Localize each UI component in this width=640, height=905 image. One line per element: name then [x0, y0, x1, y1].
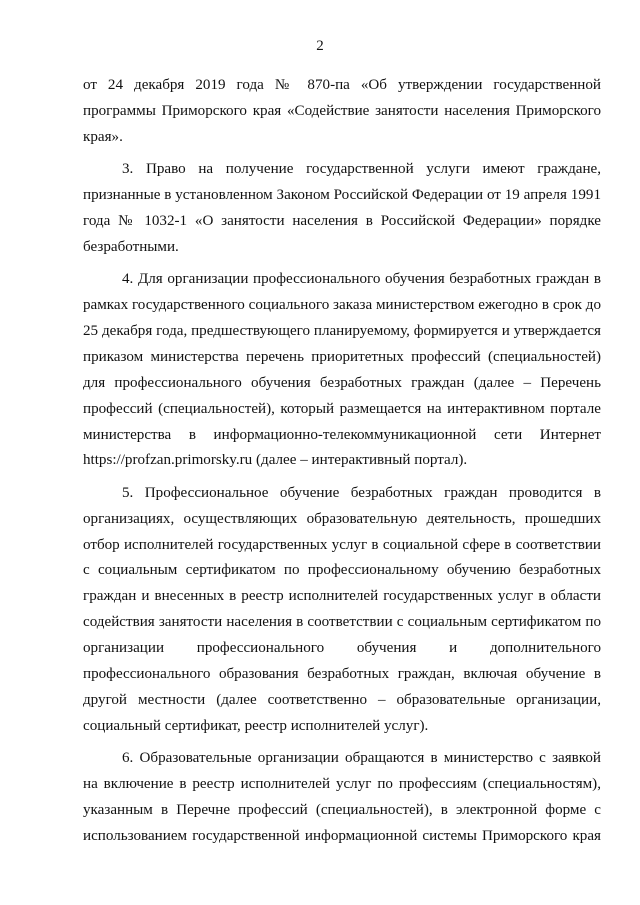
- page-number: 2: [316, 38, 324, 54]
- paragraph-continuation: от 24 декабря 2019 года № 870-па «Об утверждении государственной программы Приморского края «Содействие занятости населения Приморского края».: [83, 77, 601, 145]
- paragraph-5: 5. Профессиональное обучение безработных граждан проводится в организациях, осуществляющих образовательную деятельность, прошедших отбор исполнителей государственных услуг в социальной сфере в соответствии с социальным сертификатом по профессиональному обучению безработных граждан и внесенных в реестр исполнителей государственных услуг в области содействия занятости населения в соответствии с социальным сертификатом по организации профессионального обучения и дополнительного профессионального образования безработных граждан, включая обучение в другой местности (далее соответственно – образовательные организации, социальный сертификат, реестр исполнителей услуг).: [83, 484, 601, 734]
- document-body: [83, 73, 601, 856]
- paragraph-4: 4. Для организации профессионального обучения безработных граждан в рамках государственного социального заказа министерством ежегодно в срок до 25 декабря года, предшествующего планируемому, формируется и утверждается приказом министерства перечень приоритетных профессий (специальностей) для профессионального обучения безработных граждан (далее – Перечень профессий (специальностей), который размещается на интерактивном портале министерства в информационно-телекоммуникационной сети Интернет https://profzan.primorsky.ru (далее – интерактивный портал).: [83, 271, 601, 469]
- paragraph-3: 3. Право на получение государственной услуги имеют граждане, признанные в установленном Законом Российской Федерации от 19 апреля 1991 года № 1032-1 «О занятости населения в Российской Федерации» порядке безработными.: [83, 161, 601, 255]
- paragraph-6: 6. Образовательные организации обращаются в министерство с заявкой на включение в реестр исполнителей услуг по профессиям (специальностям), указанным в Перечне профессий (специальностей), в электронной форме с использованием государственной информационной системы Приморского края: [83, 750, 601, 844]
